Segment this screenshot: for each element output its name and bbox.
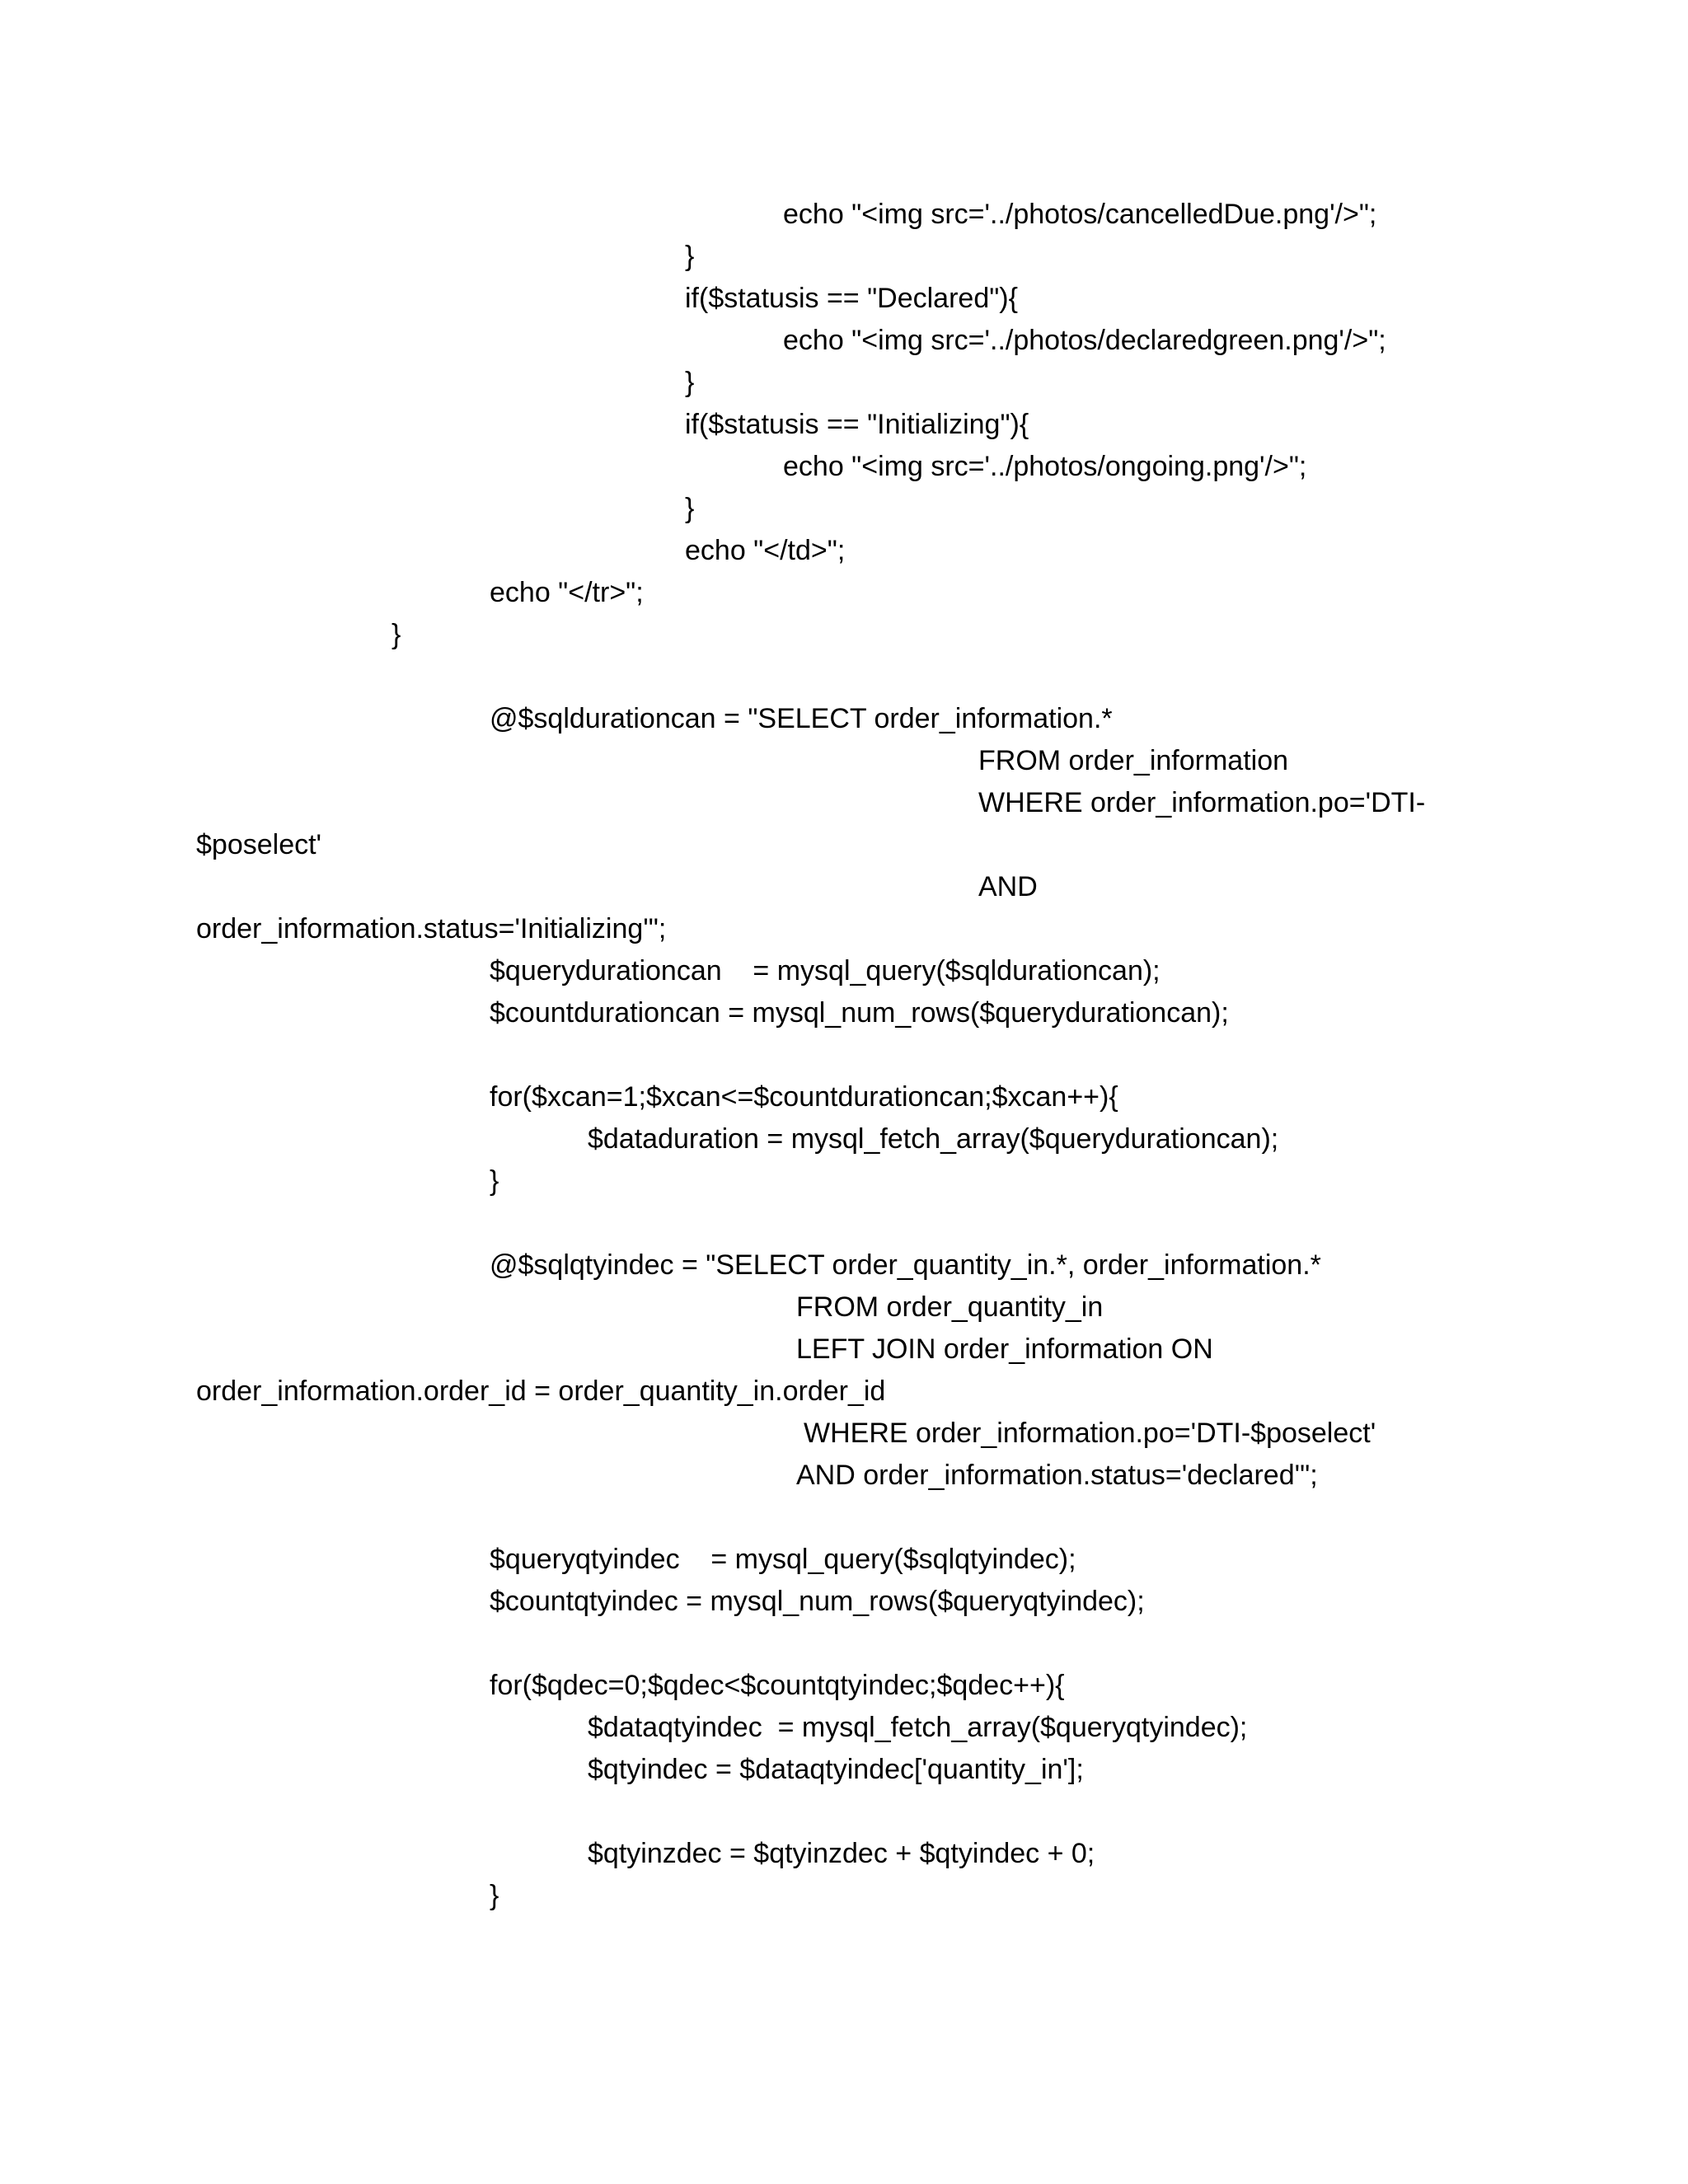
code-line: echo "<img src='../photos/ongoing.png'/>"; bbox=[783, 451, 1307, 482]
code-line: $countqtyindec = mysql_num_rows($queryqtyindec); bbox=[490, 1586, 1145, 1617]
code-line: $qtyinzdec = $qtyinzdec + $qtyindec + 0; bbox=[588, 1838, 1095, 1869]
code-line: @$sqlqtyindec = "SELECT order_quantity_in.*, order_information.* bbox=[490, 1249, 1321, 1281]
code-line: $dataqtyindec = mysql_fetch_array($queryqtyindec); bbox=[588, 1712, 1248, 1743]
code-line: } bbox=[490, 1880, 499, 1911]
code-line: order_information.status='Initializing'"; bbox=[196, 913, 667, 944]
code-line: WHERE order_information.po='DTI-$poselect' bbox=[804, 1418, 1376, 1449]
code-line: $dataduration = mysql_fetch_array($querydurationcan); bbox=[588, 1123, 1279, 1155]
code-line: } bbox=[490, 1165, 499, 1197]
code-line: $poselect' bbox=[196, 829, 322, 860]
code-line: LEFT JOIN order_information ON bbox=[796, 1333, 1213, 1365]
code-line: } bbox=[392, 619, 401, 650]
code-line: } bbox=[685, 241, 695, 272]
code-line: if($statusis == "Initializing"){ bbox=[685, 409, 1029, 440]
code-line: $queryqtyindec = mysql_query($sqlqtyindec); bbox=[490, 1544, 1076, 1575]
code-line: } bbox=[685, 493, 695, 524]
code-line: FROM order_information bbox=[978, 745, 1289, 776]
code-line: AND order_information.status='declared'"; bbox=[796, 1460, 1318, 1491]
code-line: for($qdec=0;$qdec<$countqtyindec;$qdec++){ bbox=[490, 1670, 1065, 1701]
code-line: echo "</tr>"; bbox=[490, 577, 644, 608]
code-line: $countdurationcan = mysql_num_rows($querydurationcan); bbox=[490, 997, 1229, 1029]
code-line: echo "<img src='../photos/declaredgreen.png'/>"; bbox=[783, 325, 1386, 356]
code-line: echo "<img src='../photos/cancelledDue.png'/>"; bbox=[783, 199, 1377, 230]
code-line: @$sqldurationcan = "SELECT order_information.* bbox=[490, 703, 1113, 734]
code-line: AND bbox=[978, 871, 1038, 902]
code-line: for($xcan=1;$xcan<=$countdurationcan;$xcan++){ bbox=[490, 1081, 1118, 1113]
code-line: if($statusis == "Declared"){ bbox=[685, 283, 1018, 314]
code-line: WHERE order_information.po='DTI- bbox=[978, 787, 1426, 818]
code-line: order_information.order_id = order_quantity_in.order_id bbox=[196, 1376, 886, 1407]
code-line: echo "</td>"; bbox=[685, 535, 846, 566]
code-line: FROM order_quantity_in bbox=[796, 1291, 1104, 1323]
code-line: $qtyindec = $dataqtyindec['quantity_in']; bbox=[588, 1754, 1084, 1785]
code-line: $querydurationcan = mysql_query($sqldurationcan); bbox=[490, 955, 1160, 987]
code-line: } bbox=[685, 367, 695, 398]
